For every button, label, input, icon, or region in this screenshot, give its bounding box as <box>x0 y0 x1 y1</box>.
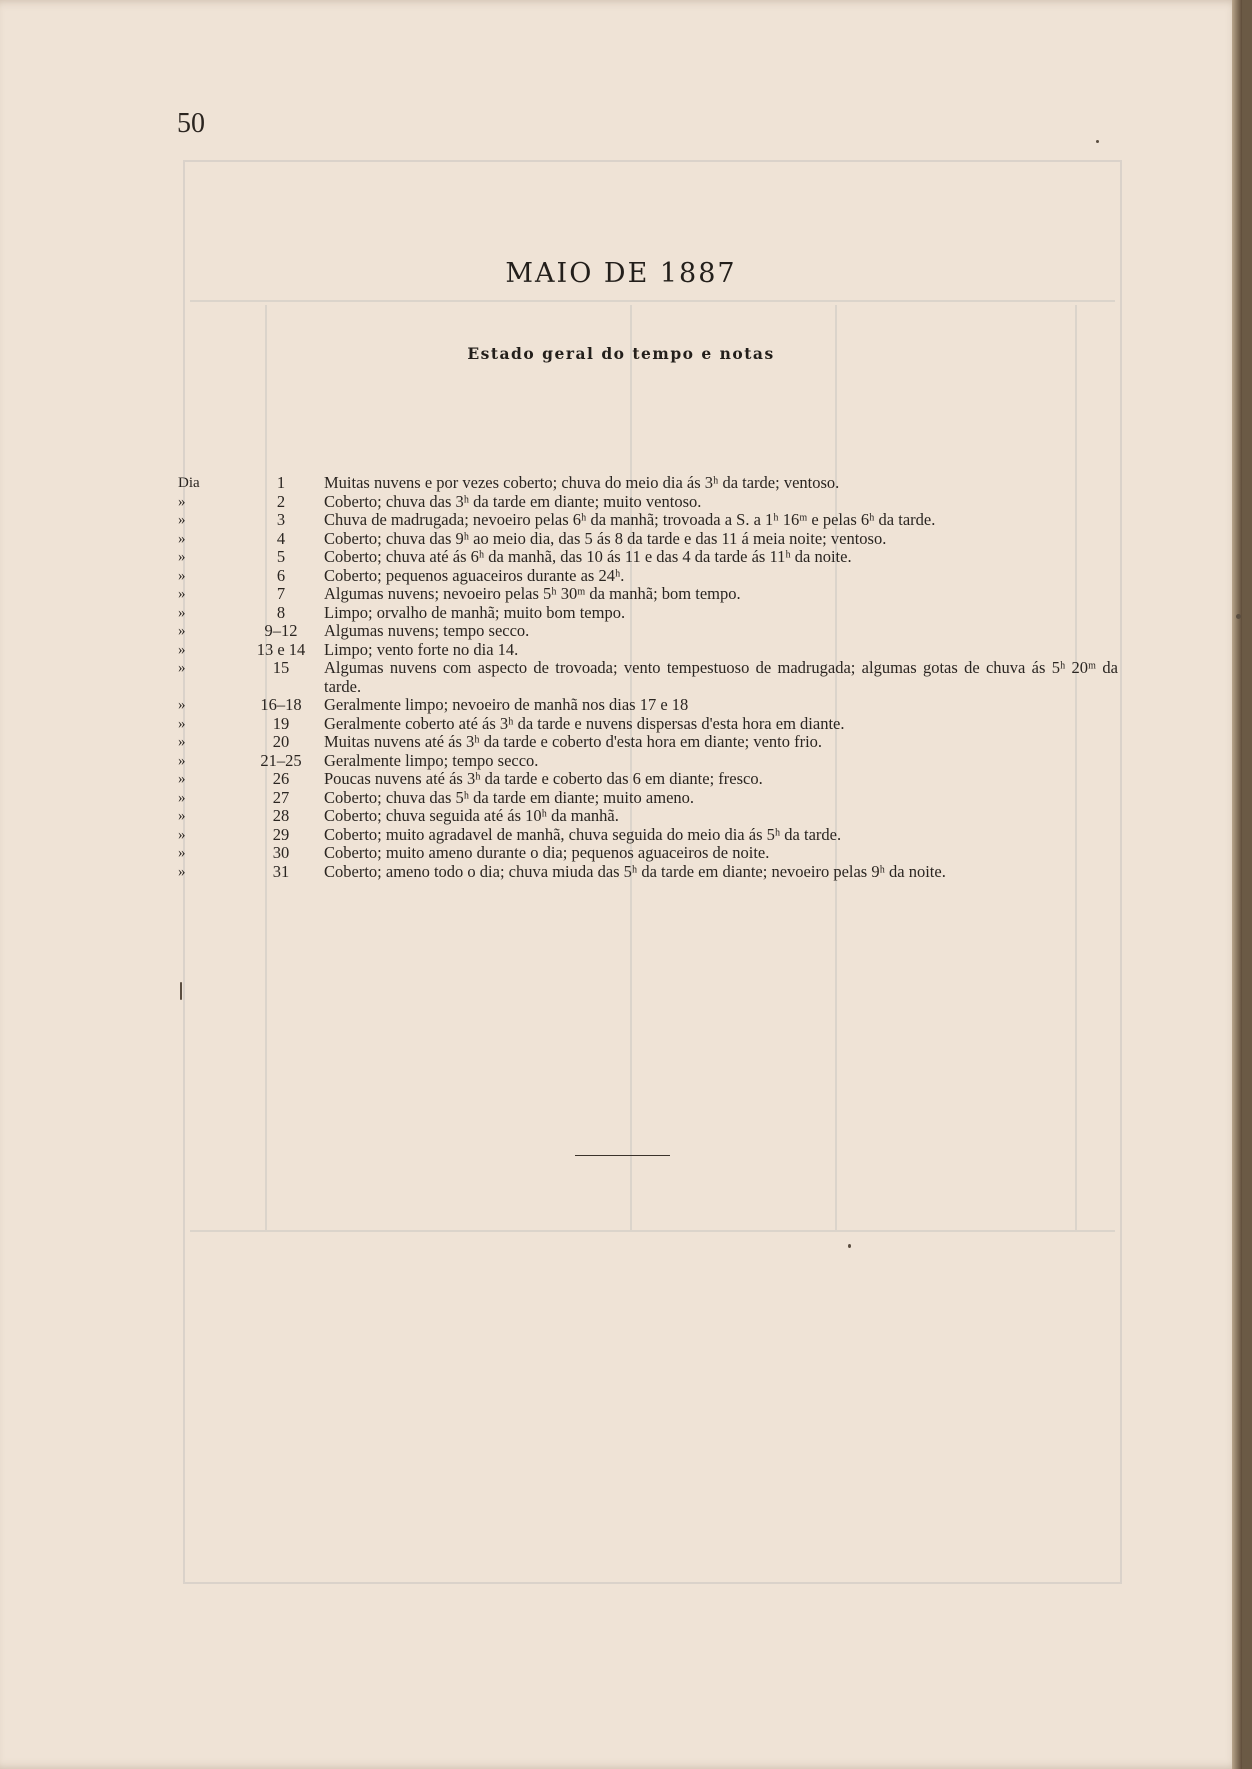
row-day: 7 <box>276 584 286 603</box>
list-item <box>178 604 1118 623</box>
list-item <box>178 770 1118 789</box>
page-number: 50 <box>177 108 205 139</box>
row-note: Muitas nuvens e por vezes coberto; chuva do meio dia ás 3ʰ da tarde; ventoso. <box>324 473 840 492</box>
list-item <box>178 567 1118 586</box>
list-item <box>178 715 1118 734</box>
row-day: 2 <box>276 491 286 511</box>
paper-speck <box>1096 140 1099 143</box>
row-note: Muitas nuvens até ás 3ʰ da tarde e coberto d'esta hora em diante; vento frio. <box>324 732 823 751</box>
row-prefix: » <box>178 641 186 658</box>
row-note: Coberto; ameno todo o dia; chuva miuda das 5ʰ da tarde em diante; nevoeiro pelas 9ʰ da noite. <box>324 861 946 881</box>
row-day: 13 e 14 <box>256 639 306 659</box>
row-day: 27 <box>272 787 290 807</box>
row-prefix: » <box>178 789 186 806</box>
row-prefix: Dia <box>178 475 200 491</box>
row-day: 16–18 <box>260 695 302 714</box>
row-day: 8 <box>276 602 286 622</box>
row-day: 15 <box>272 658 290 677</box>
weather-notes-list <box>178 474 1118 881</box>
list-item <box>178 807 1118 826</box>
row-prefix: » <box>178 549 186 565</box>
row-note: Coberto; chuva das 3ʰ da tarde em diante; muito ventoso. <box>324 491 702 511</box>
row-note: Geralmente limpo; tempo secco. <box>324 750 539 770</box>
row-day: 19 <box>272 713 290 733</box>
row-day: 29 <box>272 824 290 844</box>
row-note: Chuva de madrugada; nevoeiro pelas 6ʰ da manhã; trovoada a S. a 1ʰ 16ᵐ e pelas 6ʰ da tarde. <box>324 510 936 529</box>
row-prefix: » <box>178 586 186 602</box>
bleed-through-line <box>190 1230 1115 1232</box>
row-prefix: » <box>178 808 186 824</box>
row-note: Coberto; muito agradavel de manhã, chuva seguida do meio dia ás 5ʰ da tarde. <box>324 824 842 844</box>
row-day: 1 <box>276 473 286 492</box>
row-prefix: » <box>178 752 186 769</box>
row-day: 28 <box>272 806 290 825</box>
section-subtitle: Estado geral do tempo e notas <box>467 344 775 363</box>
row-day: 5 <box>276 547 286 566</box>
row-note: Coberto; muito ameno durante o dia; pequenos aguaceiros de noite. <box>324 843 770 862</box>
row-note: Geralmente coberto até ás 3ʰ da tarde e nuvens dispersas d'esta hora em diante. <box>324 713 845 733</box>
row-note: Coberto; chuva das 9ʰ ao meio dia, das 5 ás 8 da tarde e das 11 á meia noite; ventoso. <box>324 528 887 548</box>
row-note: Algumas nuvens; tempo secco. <box>324 621 530 640</box>
row-note: Poucas nuvens até ás 3ʰ da tarde e coberto das 6 em diante; fresco. <box>324 769 763 788</box>
list-item <box>178 733 1118 752</box>
row-note: Coberto; pequenos aguaceiros durante as 24ʰ. <box>324 565 625 585</box>
row-day: 26 <box>272 769 290 788</box>
row-prefix: » <box>178 567 186 584</box>
row-note: Coberto; chuva seguida até ás 10ʰ da manhã. <box>324 806 619 825</box>
row-note: Limpo; vento forte no dia 14. <box>324 639 519 659</box>
row-prefix: » <box>178 660 186 676</box>
row-day: 4 <box>276 528 286 548</box>
row-note: Geralmente limpo; nevoeiro de manhã nos dias 17 e 18 <box>324 695 689 714</box>
row-prefix: » <box>178 771 186 787</box>
row-note: Coberto; chuva das 5ʰ da tarde em diante; muito ameno. <box>324 787 695 807</box>
row-note: Limpo; orvalho de manhã; muito bom tempo. <box>324 602 626 622</box>
row-prefix: » <box>178 604 186 621</box>
row-prefix: » <box>178 493 186 510</box>
list-item <box>178 844 1118 863</box>
list-item <box>178 585 1118 604</box>
bleed-through-line <box>190 300 1115 302</box>
list-item <box>178 789 1118 808</box>
row-note: Algumas nuvens; nevoeiro pelas 5ʰ 30ᵐ da manhã; bom tempo. <box>324 584 741 603</box>
row-day: 30 <box>272 843 290 862</box>
paper-speck <box>848 1244 851 1248</box>
row-prefix: » <box>178 623 186 639</box>
list-item <box>178 659 1118 696</box>
row-day: 3 <box>276 510 286 529</box>
row-prefix: » <box>178 512 186 528</box>
list-item <box>178 696 1118 715</box>
list-item <box>178 474 1118 493</box>
row-prefix: » <box>178 715 186 732</box>
list-item <box>178 493 1118 512</box>
row-day: 20 <box>272 732 290 751</box>
list-item <box>178 511 1118 530</box>
list-item <box>178 641 1118 660</box>
row-day: 21–25 <box>260 750 302 770</box>
row-prefix: » <box>178 530 186 547</box>
row-note: Coberto; chuva até ás 6ʰ da manhã, das 10 ás 11 e das 4 da tarde ás 11ʰ da noite. <box>324 547 852 566</box>
row-day: 9–12 <box>264 621 298 640</box>
list-item <box>178 752 1118 771</box>
row-prefix: » <box>178 826 186 843</box>
row-prefix: » <box>178 863 186 880</box>
row-note: Algumas nuvens com aspecto de trovoada; vento tempestuoso de madrugada; algumas gotas de chuva ás 5ʰ 20ᵐ da tarde. <box>324 658 1118 696</box>
closing-rule <box>575 1155 670 1156</box>
list-item <box>178 826 1118 845</box>
row-prefix: » <box>178 845 186 861</box>
row-prefix: » <box>178 734 186 750</box>
row-prefix: » <box>178 697 186 713</box>
row-day: 31 <box>272 861 290 881</box>
list-item <box>178 622 1118 641</box>
page-title: MAIO DE 1887 <box>505 258 737 289</box>
list-item <box>178 548 1118 567</box>
row-day: 6 <box>276 565 286 585</box>
paper-speck <box>1236 614 1241 619</box>
list-item <box>178 530 1118 549</box>
paper-speck <box>180 982 182 1000</box>
list-item <box>178 863 1118 882</box>
